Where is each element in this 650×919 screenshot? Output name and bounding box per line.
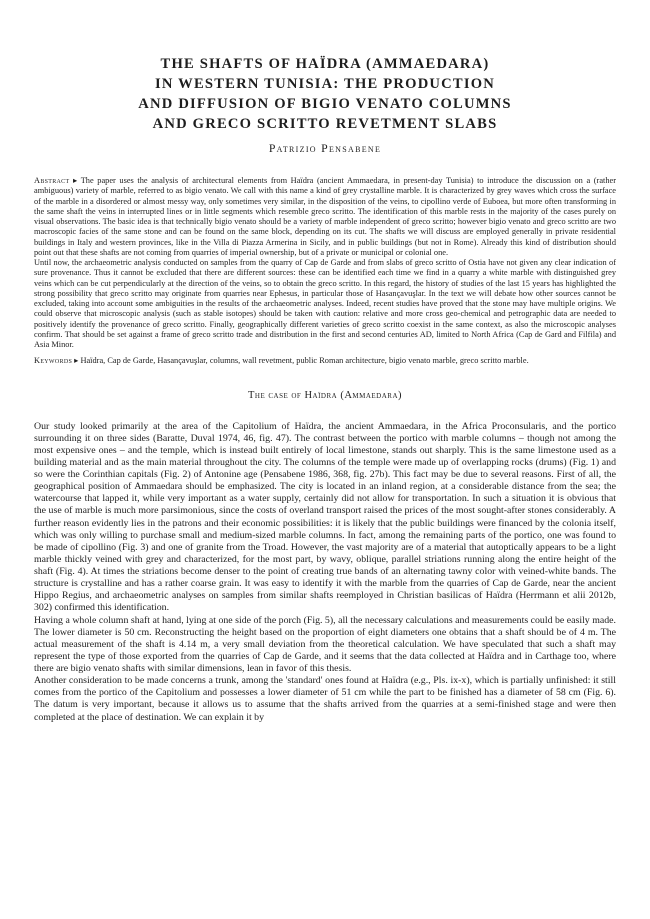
abstract-paragraph <box>34 176 616 258</box>
article-title <box>34 54 616 134</box>
abstract-text: ▸ The paper uses the analysis of architectural elements from Haïdra (ancient Ammaedara, in present-day Tunisia) to introduce the discussion on a (rather ambiguous) variety of marble, referred to as bigio venato. We call with this name a kind of grey crystalline marble. It is characterized by grey waves which cross the surface of the marble in a disordered or almost messy way, only sometimes very similar, in the disposition of the veins, to cipollino verde of Euboea, but more often transforming in the same shaft the veins in interrupted lines or in little segments which resemble greco scritto. The identification of this marble rests in the majority of the cases purely on visual observations. The basic idea is that technically bigio venato should be a variety of marble independent of greco scritto; however bigio venato and greco scritto are two macroscopic facies of the same stone and can be found on the same block, depending on its cut. The shafts we will discuss are employed generally in private residential buildings in Italy and western provinces, like in the Villa di Piazza Armerina in Sicily, and in public buildings (but not in Rome). Already this kind of distribution should point out that these shafts are not coming from quarries of imperial ownership, but of a private or municipal or colonial one. <box>34 176 616 257</box>
keywords-text: ▸ Haïdra, Cap de Garde, Hasançavuşlar, columns, wall revetment, public Roman architecture, bigio venato marble, greco scritto marble. <box>72 356 529 366</box>
author-name: Patrizio Pensabene <box>268 141 382 155</box>
abstract <box>34 176 616 350</box>
article-page <box>34 54 616 724</box>
section-heading: The case of Haïdra (Ammaedara) <box>247 389 403 401</box>
abstract-paragraph: Until now, the archaeometric analysis conducted on samples from the quarry of Cap de Garde and from slabs of greco scritto of Ostia have not given any clear indication of sure provenance. Thus it cannot be excluded that there are different sources: these can be identified each time we find in a quarry a white marble with distinguished grey veins which can be cut perpendicularly at the direction of the veins, so to obtain the greco scritto. In this regard, the history of studies of the last 15 years has highlighted the strong possibility that greco scritto may originate from quarries near Ephesus, in particular those of Hasançavuşlar. In the text we will debate how other sources cannot be excluded, taking into account some ambiguities in the results of the archaeometric analyses. Indeed, recent studies have proved that the stone may have multiple origins. We could observe that microscopic analysis (such as stable isotopes) should be taken with caution: relative and more cross geo-chemical and petrographic data are needed to positively identify the provenance of greco scritto. Finally, geographically different varieties of greco scritto coexist in the same context, as also the microscopic analyses confirm. That should be set against a frame of greco scritto trade and distribution in the first and second centuries AD, limited to North Africa (Cap de Gard and Filfila) and Asia Minor. <box>34 258 616 349</box>
body-paragraph: Having a whole column shaft at hand, lying at one side of the porch (Fig. 5), all the necessary calculations and measurements could be easily made. The lower diameter is 50 cm. Reconstructing the height based on the proportion of eight diameters one obtains that a shaft should be of 4 m. The actual measurement of the shaft is 4.14 m, a very small deviation from the theoretical calculation. We have speculated that such a shaft may represent the type of those exported from the quarries of Cap de Garde, and it seems that the data collected at Haïdra and in Carthage too, where there are bigio venato shafts with similar dimensions, lean in favor of this thesis. <box>34 614 616 674</box>
title-line: IN WESTERN TUNISIA: THE PRODUCTION <box>154 76 496 92</box>
keywords-label: Keywords <box>34 356 73 366</box>
title-line: AND GRECO SCRITTO REVETMENT SLABS <box>152 116 498 132</box>
body-paragraph: Another consideration to be made concerns a trunk, among the 'standard' ones found at Haïdra (e.g., Pls. ix-x), which is partially unfinished: it still comes from the portico of the Capitolium and possesses a lower diameter of 51 cm while the part to be finished has a diameter of 58 cm (Fig. 6). The datum is very important, because it allows us to assume that the shafts arrived from the quarries at a semi-finished stage and were then completed at the place of destination. We can explain it by <box>34 675 616 723</box>
title-line: THE SHAFTS OF HAÏDRA (AMMAEDARA) <box>160 56 490 72</box>
abstract-label: Abstract <box>34 176 70 185</box>
title-line: AND DIFFUSION OF BIGIO VENATO COLUMNS <box>138 96 512 112</box>
keywords <box>34 356 616 366</box>
body-text <box>34 421 616 724</box>
body-paragraph: Our study looked primarily at the area of the Capitolium of Haïdra, the ancient Ammaedara, in the Africa Proconsularis, and the portico surrounding it on three sides (Baratte, Duval 1974, 46, fig. 47). The contrast between the portico with marble columns – though not among the most expensive ones – and the temple, which is instead built entirely of local limestone, stands out sharply. This is the same limestone used as a building material and as the main material throughout the city. The columns of the temple were made up of overlapping rocks (drums) (Fig. 1) and so were the Corinthian capitals (Fig. 2) of Antonine age (Pensabene 1986, 368, fig. 27b). This fact may be due to several reasons. First of all, the geographical position of Ammaedara should be emphasized. The city is located in an inland region, at a considerable distance from the sea; the watercourse that lapped it, while very important as a water supply, certainly did not allow for transportation. In such a situation it is obvious that the use of marble is much more parsimonious, since the costs of overland transport raised the prices of the most sought-after stones considerably. A further reason evidently lies in the patrons and their economic possibilities: it is likely that the public buildings were financed by the colonia itself, which was only willing to purchase small and medium-sized marble columns. In fact, among the remaining parts of the portico, one was found to be made of cipollino (Fig. 3) and one of granite from the Troad. However, the vast majority are of a material that autoptically appears to be a light marble thickly veined with grey and characterized, for the most part, by wavy, oblique, parallel striations running along the entire height of the shaft (Fig. 4). At times the striations become denser to the point of creating true bands of an alternating tawny color with veined-white bands. The structure is crystalline and has a rather coarse grain. It was easy to identify it with the marble from the quarries of Cap de Garde, near the ancient Hippo Regius, and archaeometric analyses on samples from similar shafts reemployed in Christian basilicas of Haïdra (Herrmann et alii 2012b, 302) confirmed this identification. <box>34 420 616 614</box>
